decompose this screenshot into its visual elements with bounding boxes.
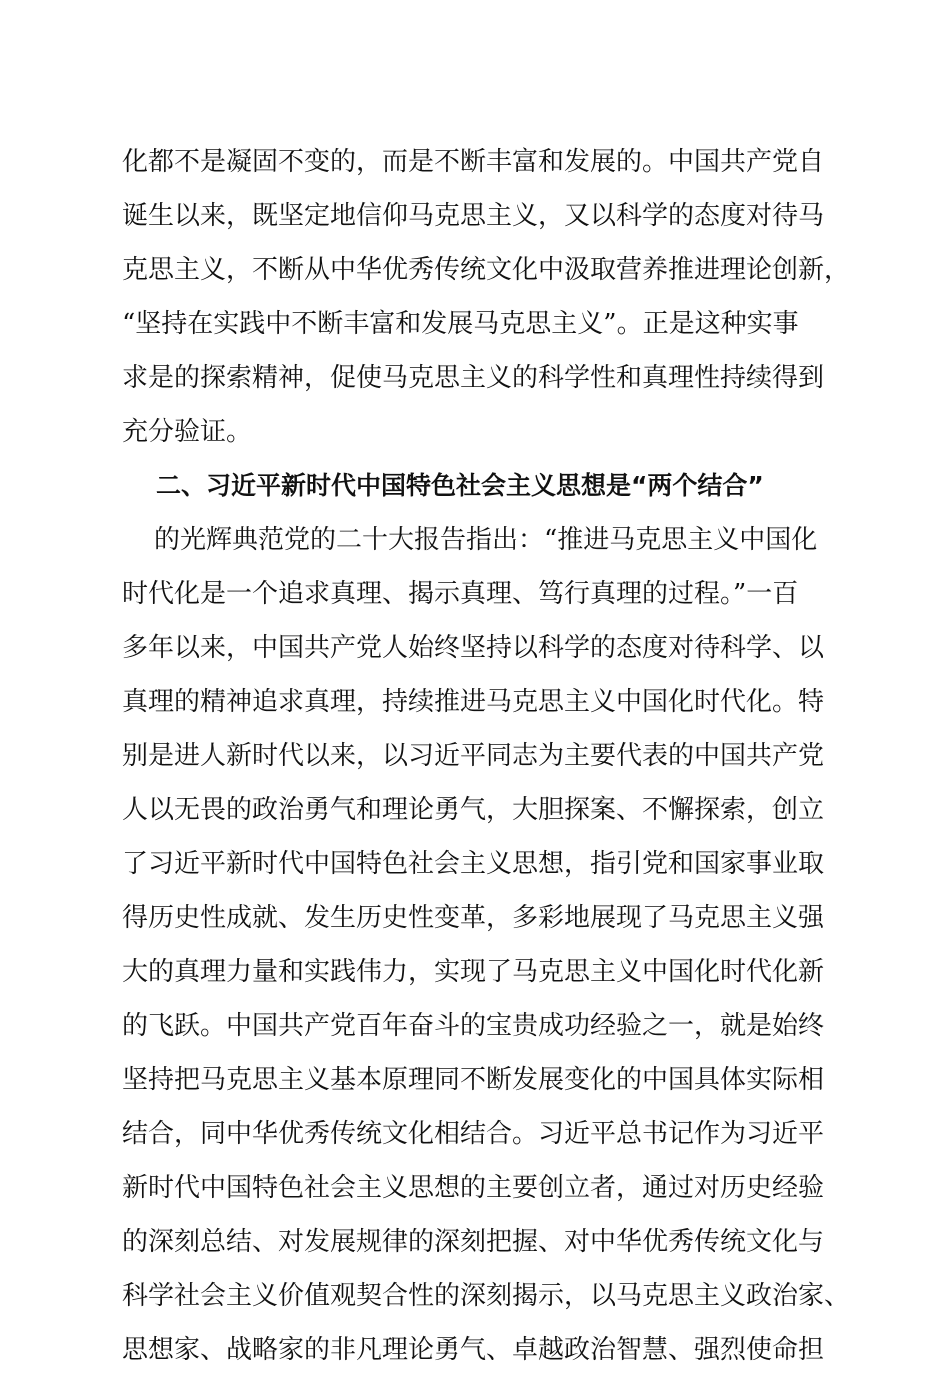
text-line: 科学社会主义价值观契合性的深刻揭示，以马克思主义政治家、: [122, 1281, 851, 1311]
text-line: 诞生以来，既坚定地信仰马克思主义，又以科学的态度对待马: [122, 201, 825, 231]
text-line: 求是的探索精神，促使马克思主义的科学性和真理性持续得到: [122, 363, 825, 393]
text-line: 了习近平新时代中国特色社会主义思想，指引党和国家事业取: [122, 849, 825, 879]
text-line: 别是进人新时代以来，以习近平同志为主要代表的中国共产党: [122, 741, 825, 771]
text-line: 新时代中国特色社会主义思想的主要创立者，通过对历史经验: [122, 1173, 825, 1203]
text-line: 多年以来，中国共产党人始终坚持以科学的态度对待科学、以: [122, 633, 825, 663]
text-line: 充分验证。: [122, 417, 253, 447]
text-line: 的飞跃。中国共产党百年奋斗的宝贵成功经验之一，就是始终: [122, 1011, 825, 1041]
text-line: 大的真理力量和实践伟力，实现了马克思主义中国化时代化新: [122, 957, 825, 987]
text-line: 的深刻总结、对发展规律的深刻把握、对中华优秀传统文化与: [122, 1227, 825, 1257]
text-line: 的光辉典范党的二十大报告指出：“推进马克思主义中国化: [154, 525, 818, 555]
text-line: “坚持在实践中不断丰富和发展马克思主义”。正是这种实事: [122, 309, 799, 339]
text-line: 得历史性成就、发生历史性变革，多彩地展现了马克思主义强: [122, 903, 825, 933]
text-line: 真理的精神追求真理，持续推进马克思主义中国化时代化。特: [122, 687, 825, 717]
text-line: 时代化是一个追求真理、揭示真理、笃行真理的过程。”一百: [122, 579, 799, 609]
text-line: 坚持把马克思主义基本原理同不断发展变化的中国具体实际相: [122, 1065, 825, 1095]
text-line: 结合，同中华优秀传统文化相结合。习近平总书记作为习近平: [122, 1119, 825, 1149]
text-line: 思想家、战略家的非凡理论勇气、卓越政治智慧、强烈使命担: [122, 1335, 825, 1365]
section-heading: 二、习近平新时代中国特色社会主义思想是“两个结合”: [156, 471, 764, 500]
text-line: 化都不是凝固不变的，而是不断丰富和发展的。中国共产党自: [122, 147, 825, 177]
text-line: 克思主义，不断从中华优秀传统文化中汲取营养推进理论创新，: [122, 255, 851, 285]
text-line: 人以无畏的政治勇气和理论勇气，大胆探案、不懈探索，创立: [122, 795, 825, 825]
